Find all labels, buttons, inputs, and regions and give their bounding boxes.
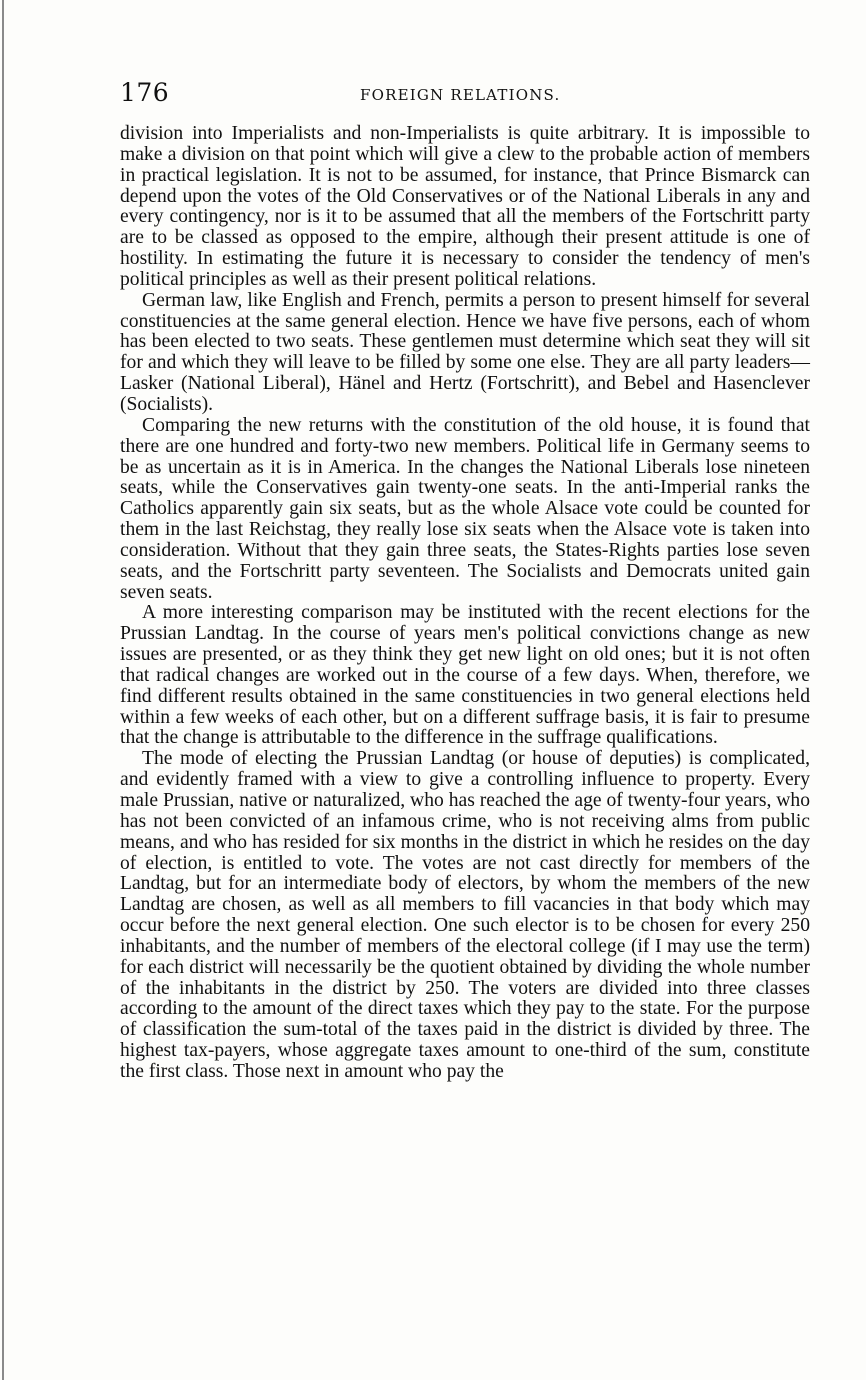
paragraph-dual-constituencies: German law, like English and French, permits a person to present himself for several constituencies at the same general election. Hence we have five persons, each of whom has been elected to two seats. These gentlemen must determine which seat they will sit for and which they will leave to be filled by some one else. They are all party leaders— Lasker (National Liberal), Hänel and Hertz (Fortschritt), and Bebel and Hasenclever (Socialists). bbox=[120, 289, 810, 415]
paragraph-new-returns: Comparing the new returns with the constitution of the old house, it is found that there are one hundred and forty-two new members. Political life in Germany seems to be as uncertain as it is in America. In the changes the National Liberals lose nineteen seats, while the Conservatives gain twenty-one seats. In the anti-Imperial ranks the Catholics apparently gain six seats, but as the whole Alsace vote could be counted for them in the last Reichstag, they really lose six seats when the Alsace vote is taken into consideration. Without that they gain three seats, the States-Rights parties lose seven seats, and the Fortschritt party seventeen. The Socialists and Democrats united gain seven seats. bbox=[120, 414, 810, 603]
page-header bbox=[120, 78, 810, 108]
page-edge-rule bbox=[2, 0, 4, 1380]
page-number: 176 bbox=[120, 78, 170, 107]
paragraph-landtag-election-mode: The mode of electing the Prussian Landtag (or house of deputies) is complicated, and evidently framed with a view to give a controlling influence to property. Every male Prussian, native or naturalized, who has reached the age of twenty-four years, who has not been convicted of an infamous crime, who is not receiving alms from public means, and who has resided for six months in the district in which he resides on the day of election, is entitled to vote. The votes are not cast directly for members of the Landtag, but for an intermediate body of electors, by whom the members of the new Landtag are chosen, as well as all members to fill vacancies in that body which may occur before the next general election. One such elector is to be chosen for every 250 inhabitants, and the number of members of the electoral college (if I may use the term) for each district will necessarily be the quotient obtained by dividing the whole number of the inhabitants in the district by 250. The voters are divided into three classes according to the amount of the direct taxes which they pay to the state. For the purpose of classification the sum-total of the taxes paid in the district is divided by three. The highest tax-payers, whose aggregate taxes amount to one-third of the sum, constitute the first class. Those next in amount who pay the bbox=[120, 748, 810, 1082]
paragraph-landtag-comparison: A more interesting comparison may be instituted with the recent elections for the Prussian Landtag. In the course of years men's political convictions change as new issues are presented, or as they think they get new light on old ones; but it is not often that radical changes are worked out in the course of a few days. When, therefore, we find different results obtained in the same constituencies in two general elections held within a few weeks of each other, but on a different suffrage basis, it is fair to presume that the change is attributable to the difference in the suffrage qualifications. bbox=[120, 602, 810, 749]
body-text bbox=[120, 124, 810, 1083]
running-head: FOREIGN RELATIONS. bbox=[360, 86, 561, 104]
paragraph-continuation: division into Imperialists and non-Imperialists is quite arbitrary. It is impossible to make a division on that point which will give a clew to the probable action of members in practical legislation. It is not to be assumed, for instance, that Prince Bismarck can depend upon the votes of the Old Conservatives or of the National Liberals in any and every contingency, nor is it to be assumed that all the members of the Fortschritt party are to be classed as opposed to the empire, although their present attitude is one of hostility. In estimating the future it is necessary to consider the tendency of men's political principles as well as their present political relations. bbox=[120, 123, 810, 290]
